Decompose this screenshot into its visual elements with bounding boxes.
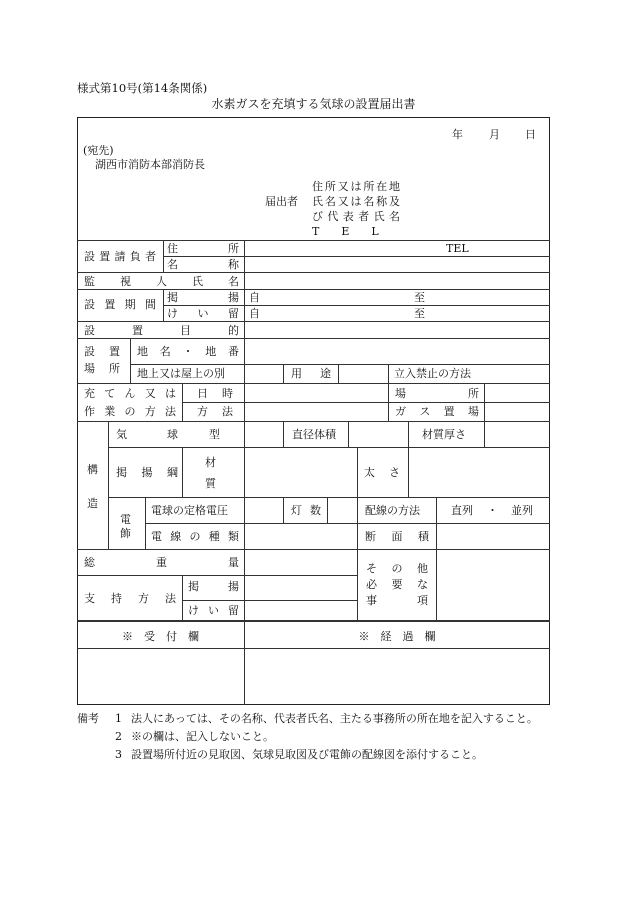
place-use-label: 用 途 xyxy=(291,367,331,380)
diameter-volume-label: 直径体積 xyxy=(292,428,336,441)
filling-location-label: 場 所 xyxy=(395,387,479,400)
contractor-name-label: 名 称 xyxy=(167,258,239,271)
applicant-label: 届出者 xyxy=(265,195,298,208)
period-moor-to: 至 xyxy=(414,307,425,320)
thickness-label: 材質厚さ xyxy=(422,428,466,441)
other-label-1: そ の 他 xyxy=(366,562,428,575)
rated-voltage-label: 電球の定格電圧 xyxy=(151,504,228,517)
receipt-column-label: ※ 受 付 欄 xyxy=(122,630,199,643)
note-2-number: 2 xyxy=(115,730,122,743)
addressee: 湖西市消防本部消防長 xyxy=(95,158,205,171)
rope-width-label: 太 さ xyxy=(364,466,400,479)
place-label-1: 設 置 xyxy=(84,345,120,358)
other-label-2: 必 要 な xyxy=(366,578,428,591)
filling-label-1: 充 て ん 又 は xyxy=(84,387,176,400)
support-label: 支 持 方 法 xyxy=(84,592,176,605)
note-3-text: 設置場所付近の見取図、気球見取図及び電飾の配線図を添付すること。 xyxy=(131,748,483,761)
filling-method-label: 方 法 xyxy=(197,405,233,418)
decoration-label-2: 飾 xyxy=(120,527,131,540)
period-moor-from: 自 xyxy=(249,307,260,320)
filling-gas-storage-label: ガ ス 置 場 xyxy=(395,405,479,418)
wiring-option-parallel: 並列 xyxy=(511,504,533,517)
wire-type-label: 電 線 の 種 類 xyxy=(151,530,239,543)
contractor-label: 設 置 請 負 者 xyxy=(84,250,156,263)
progress-column-label: ※ 経 過 欄 xyxy=(358,630,436,643)
support-raise-label: 掲 揚 xyxy=(188,580,239,593)
note-1-text: 法人にあっては、その名称、代表者氏名、主たる事務所の所在地を記入すること。 xyxy=(131,712,538,725)
rope-material-label-2: 質 xyxy=(205,477,216,490)
place-ground-roof-label: 地上又は屋上の別 xyxy=(137,367,225,380)
addressee-prefix: (宛先) xyxy=(83,144,114,157)
purpose-label: 設 置 目 的 xyxy=(84,324,239,337)
rope-material-label-1: 材 xyxy=(205,456,216,469)
structure-label-1: 構 xyxy=(87,463,98,476)
form-number: 様式第10号(第14条関係) xyxy=(77,81,208,95)
filling-label-2: 作 業 の 方 法 xyxy=(84,405,176,418)
period-moor-label: け い 留 xyxy=(167,307,239,320)
structure-label-2: 造 xyxy=(87,497,98,510)
supervisor-label: 監 視 人 氏 名 xyxy=(84,275,239,288)
date-year: 年 xyxy=(452,128,463,141)
contractor-address-label: 住 所 xyxy=(167,242,239,255)
date-day: 日 xyxy=(525,128,536,141)
period-raise-from: 自 xyxy=(249,291,260,304)
wiring-option-series: 直列 xyxy=(451,504,473,517)
note-3-number: 3 xyxy=(115,748,122,761)
applicant-address-label: 住 所 又 は 所 在 地 xyxy=(312,180,400,193)
applicant-rep-label: び 代 表 者 氏 名 xyxy=(312,210,400,223)
other-label-3: 事 項 xyxy=(366,594,428,607)
place-no-entry-label: 立入禁止の方法 xyxy=(394,367,471,380)
balloon-label: 気 球 xyxy=(116,428,178,441)
filling-datetime-label: 日 時 xyxy=(197,387,233,400)
note-2-text: ※の欄は、記入しないこと。 xyxy=(131,730,274,743)
place-label-2: 場 所 xyxy=(84,362,120,375)
wiring-option-dot: ・ xyxy=(487,504,498,517)
note-1-number: 1 xyxy=(115,712,122,725)
place-address-label: 地 名 ・ 地 番 xyxy=(137,345,239,358)
date-month: 月 xyxy=(489,128,500,141)
applicant-tel-label: T E L xyxy=(312,225,379,238)
rope-label: 掲 揚 綱 xyxy=(116,466,178,479)
period-label: 設 置 期 間 xyxy=(84,298,156,311)
period-raise-to: 至 xyxy=(414,291,425,304)
lamp-count-label: 灯 数 xyxy=(291,504,321,517)
contractor-tel-label: TEL xyxy=(446,242,469,255)
balloon-type-label: 型 xyxy=(209,428,220,441)
total-weight-label: 総 重 量 xyxy=(84,556,239,569)
cross-section-label: 断 面 積 xyxy=(365,530,429,543)
wiring-method-label: 配線の方法 xyxy=(365,504,420,517)
applicant-name-label: 氏 名 又 は 名 称 及 xyxy=(312,195,400,208)
notes-heading: 備考 xyxy=(77,712,99,725)
form-title: 水素ガスを充填する気球の設置届出書 xyxy=(211,97,416,111)
decoration-label-1: 電 xyxy=(120,513,131,526)
support-moor-label: け い 留 xyxy=(188,604,239,617)
period-raise-label: 掲 揚 xyxy=(167,291,239,304)
